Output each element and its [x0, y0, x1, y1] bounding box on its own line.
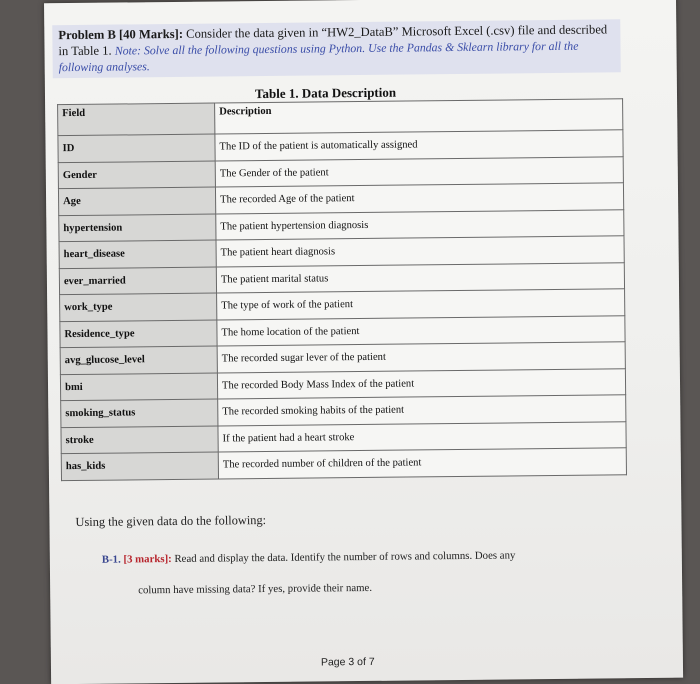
- header-field: Field: [58, 103, 215, 136]
- field-description: The recorded Age of the patient: [215, 183, 623, 214]
- field-name: avg_glucose_level: [60, 346, 217, 374]
- field-description: The ID of the patient is automatically assigned: [215, 130, 623, 161]
- field-description: The Gender of the patient: [215, 156, 623, 187]
- field-description: The patient hypertension diagnosis: [216, 209, 624, 240]
- field-name: stroke: [61, 426, 218, 454]
- field-name: has_kids: [61, 452, 218, 480]
- field-description: If the patient had a heart stroke: [218, 421, 626, 452]
- question-label: B-1.: [101, 553, 121, 566]
- table-row: [61, 448, 626, 480]
- problem-note: Note: Solve all the following questions using Python. Use the Pandas & Sklearn library for all the following analyses.: [58, 38, 579, 75]
- field-description: The recorded Body Mass Index of the patient: [217, 368, 625, 399]
- field-name: Gender: [58, 161, 215, 189]
- instructions-text: Using the given data do the following:: [75, 513, 267, 530]
- page-number: Page 3 of 7: [320, 655, 375, 669]
- field-description: The patient heart diagnosis: [216, 236, 624, 267]
- question-b1: [102, 539, 623, 606]
- problem-statement: [52, 19, 621, 78]
- data-description-table: [57, 98, 627, 480]
- field-name: bmi: [60, 373, 217, 401]
- field-name: Residence_type: [60, 320, 217, 348]
- field-name: ID: [58, 134, 215, 162]
- field-description: The recorded smoking habits of the patient: [218, 395, 626, 426]
- field-description: The recorded sugar lever of the patient: [217, 342, 625, 373]
- problem-text: Consider the data given in “HW2_DataB” Microsoft Excel (.csv) file and described in Table 1.: [58, 22, 608, 59]
- field-description: The home location of the patient: [217, 315, 625, 346]
- field-name: smoking_status: [61, 399, 218, 427]
- question-text-line2: column have missing data? If yes, provide their name.: [138, 581, 373, 597]
- document-page: [44, 0, 683, 684]
- question-marks: [3 marks]:: [123, 553, 172, 566]
- field-description: The patient marital status: [216, 262, 624, 293]
- field-name: hypertension: [59, 214, 216, 242]
- field-name: heart_disease: [59, 240, 216, 268]
- table-caption: Table 1. Data Description: [254, 84, 397, 102]
- field-description: The recorded number of children of the patient: [218, 448, 626, 479]
- field-description: The type of work of the patient: [217, 289, 625, 320]
- header-description: Description: [215, 99, 623, 134]
- field-name: work_type: [60, 293, 217, 321]
- field-name: ever_married: [59, 267, 216, 295]
- question-text: Read and display the data. Identify the number of rows and columns. Does any: [171, 549, 516, 566]
- problem-heading: Problem B [40 Marks]:: [58, 26, 184, 43]
- field-name: Age: [58, 187, 215, 215]
